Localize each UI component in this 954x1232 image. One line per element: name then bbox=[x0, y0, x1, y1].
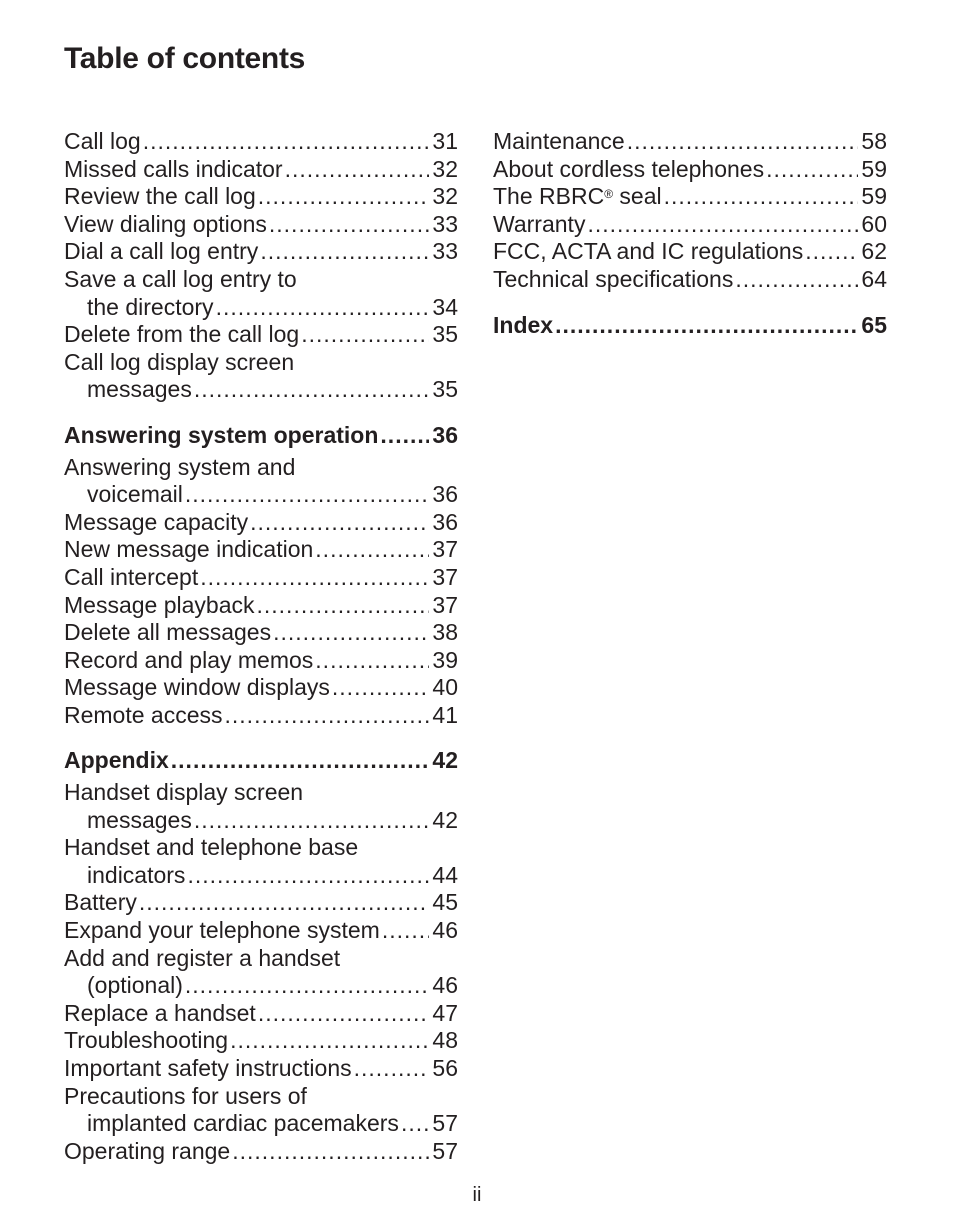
dot-leader bbox=[171, 747, 430, 775]
toc-section-answering-system-operation[interactable] bbox=[64, 422, 458, 450]
toc-entry-call-log[interactable] bbox=[64, 128, 458, 156]
toc-section-index[interactable] bbox=[493, 312, 887, 340]
dot-leader bbox=[187, 862, 429, 890]
toc-page-number: 32 bbox=[432, 155, 458, 182]
toc-page-number: 33 bbox=[432, 238, 458, 265]
toc-entry-title: Remote access bbox=[64, 701, 223, 728]
toc-entry-delete-from-the-call-log[interactable] bbox=[64, 321, 458, 349]
dot-leader bbox=[139, 889, 430, 917]
toc-page-number: 59 bbox=[861, 155, 887, 182]
toc-page-number: 58 bbox=[861, 128, 887, 154]
toc-page-number: 47 bbox=[432, 999, 458, 1026]
dot-leader bbox=[315, 647, 429, 675]
toc-page-number: 35 bbox=[432, 321, 458, 348]
toc-entry-view-dialing-options[interactable] bbox=[64, 211, 458, 239]
toc-entry-title: Handset display screen bbox=[64, 779, 304, 806]
toc-entry-title: Replace a handset bbox=[64, 999, 256, 1026]
toc-entry-expand-your-telephone-system[interactable] bbox=[64, 917, 458, 945]
toc-page-number: 57 bbox=[432, 1110, 458, 1137]
toc-section-appendix[interactable] bbox=[64, 747, 458, 775]
toc-page-number: 45 bbox=[432, 889, 458, 916]
toc-page-number: 37 bbox=[432, 563, 458, 590]
toc-entry-title: Delete from the call log bbox=[64, 321, 300, 348]
registered-mark: ® bbox=[604, 187, 614, 202]
toc-page-number: 39 bbox=[432, 646, 458, 673]
toc-page-number: 31 bbox=[432, 128, 458, 154]
toc-page-number: 36 bbox=[432, 481, 458, 508]
toc-page-number: 36 bbox=[432, 508, 458, 535]
toc-entry-call-intercept[interactable] bbox=[64, 564, 458, 592]
toc-entry-title: Call log bbox=[64, 128, 141, 154]
toc-entry-title: indicators bbox=[87, 861, 186, 888]
dot-leader bbox=[260, 238, 429, 266]
toc-entry-the-rbrc[interactable] bbox=[493, 183, 887, 211]
toc-entry-title: The RBRC® seal bbox=[493, 183, 662, 210]
dot-leader bbox=[185, 972, 430, 1000]
toc-page-number: 46 bbox=[432, 917, 458, 944]
toc-entry-warranty[interactable] bbox=[493, 211, 887, 239]
toc-entry-title: Warranty bbox=[493, 210, 586, 237]
toc-entry-title: Answering system operation bbox=[64, 421, 379, 448]
toc-entry-title: messages bbox=[87, 376, 192, 403]
dot-leader bbox=[269, 211, 430, 239]
dot-leader bbox=[285, 156, 430, 184]
toc-left-column bbox=[64, 128, 458, 1165]
dot-leader bbox=[185, 481, 430, 509]
dot-leader bbox=[258, 183, 430, 211]
toc-entry-remote-access[interactable] bbox=[64, 702, 458, 730]
dot-leader bbox=[230, 1027, 429, 1055]
toc-page-number: 40 bbox=[432, 674, 458, 701]
toc-entry-title: Operating range bbox=[64, 1137, 231, 1164]
dot-leader bbox=[332, 674, 430, 702]
toc-page-number: 48 bbox=[432, 1027, 458, 1054]
toc-entry-title: Missed calls indicator bbox=[64, 155, 283, 182]
toc-entry-technical-specifications[interactable] bbox=[493, 266, 887, 294]
toc-entry-title: Call intercept bbox=[64, 563, 199, 590]
toc-entry-title: Record and play memos bbox=[64, 646, 314, 673]
page-title: Table of contents bbox=[64, 42, 306, 75]
toc-page-number: 42 bbox=[432, 806, 458, 833]
toc-entry-review-the-call-log[interactable] bbox=[64, 183, 458, 211]
dot-leader bbox=[232, 1138, 429, 1166]
dot-leader bbox=[225, 702, 430, 730]
toc-entry-title: the directory bbox=[87, 293, 214, 320]
toc-entry-title: Maintenance bbox=[493, 128, 625, 154]
toc-page-number: 37 bbox=[432, 536, 458, 563]
dot-leader bbox=[555, 312, 858, 340]
toc-entry-replace-a-handset[interactable] bbox=[64, 1000, 458, 1028]
toc-page-number: 38 bbox=[432, 619, 458, 646]
toc-entry-title: Appendix bbox=[64, 747, 169, 774]
toc-entry-title: Answering system and bbox=[64, 453, 296, 480]
toc-page-number: 64 bbox=[861, 265, 887, 292]
toc-entry-message-capacity[interactable] bbox=[64, 509, 458, 537]
toc-entry-save-a-call-log-entry-to-the-directory[interactable] bbox=[64, 266, 458, 321]
dot-leader bbox=[257, 592, 430, 620]
toc-entry-title: Dial a call log entry bbox=[64, 238, 259, 265]
toc-page-number: 60 bbox=[861, 210, 887, 237]
toc-entry-troubleshooting[interactable] bbox=[64, 1027, 458, 1055]
toc-entry-new-message-indication[interactable] bbox=[64, 536, 458, 564]
dot-leader bbox=[315, 536, 429, 564]
toc-entry-title: Handset and telephone base bbox=[64, 834, 359, 861]
toc-entry-add-and-register-a-handset-optional[interactable] bbox=[64, 945, 458, 1000]
toc-entry-title: messages bbox=[87, 806, 192, 833]
toc-entry-title: Battery bbox=[64, 889, 137, 916]
toc-right-column bbox=[493, 128, 887, 343]
toc-page-number: 37 bbox=[432, 591, 458, 618]
toc-entry-record-and-play-memos[interactable] bbox=[64, 647, 458, 675]
toc-page-number: 44 bbox=[432, 861, 458, 888]
dot-leader bbox=[194, 376, 430, 404]
toc-page-number: 41 bbox=[432, 701, 458, 728]
toc-entry-handset-and-telephone-base-indicators[interactable] bbox=[64, 834, 458, 889]
toc-page-number: 34 bbox=[432, 293, 458, 320]
toc-page-number: 32 bbox=[432, 183, 458, 210]
toc-entry-precautions-for-users-of-implanted-cardiac-pacemakers[interactable] bbox=[64, 1083, 458, 1138]
toc-page-number: 59 bbox=[861, 183, 887, 210]
toc-entry-title: Add and register a handset bbox=[64, 944, 341, 971]
dot-leader bbox=[805, 238, 858, 266]
toc-entry-handset-display-screen-messages[interactable] bbox=[64, 779, 458, 834]
dot-leader bbox=[273, 619, 429, 647]
toc-entry-fcc-acta-and-ic-regulations[interactable] bbox=[493, 238, 887, 266]
toc-page-number: 42 bbox=[432, 747, 458, 774]
page-number: ii bbox=[472, 1184, 482, 1206]
dot-leader bbox=[380, 422, 429, 450]
dot-leader bbox=[250, 509, 429, 537]
toc-entry-title: voicemail bbox=[87, 481, 183, 508]
dot-leader bbox=[194, 807, 430, 835]
dot-leader bbox=[664, 183, 859, 211]
dot-leader bbox=[627, 128, 859, 156]
toc-entry-important-safety-instructions[interactable] bbox=[64, 1055, 458, 1083]
toc-entry-dial-a-call-log-entry[interactable] bbox=[64, 238, 458, 266]
toc-entry-title: (optional) bbox=[87, 972, 183, 999]
toc-entry-message-window-displays[interactable] bbox=[64, 674, 458, 702]
toc-entry-title: Call log display screen bbox=[64, 348, 295, 375]
dot-leader bbox=[766, 156, 858, 184]
toc-entry-title: implanted cardiac pacemakers bbox=[87, 1110, 399, 1137]
toc-entry-title: Message playback bbox=[64, 591, 255, 618]
toc-entry-title: About cordless telephones bbox=[493, 155, 765, 182]
toc-entry-title: Message window displays bbox=[64, 674, 330, 701]
dot-leader bbox=[301, 321, 429, 349]
toc-entry-call-log-display-screen-messages[interactable] bbox=[64, 349, 458, 404]
toc-entry-title: Index bbox=[493, 311, 554, 338]
dot-leader bbox=[401, 1110, 429, 1138]
toc-entry-title: Message capacity bbox=[64, 508, 249, 535]
toc-page-number: 46 bbox=[432, 972, 458, 999]
dot-leader bbox=[587, 211, 858, 239]
toc-entry-title: Save a call log entry to bbox=[64, 265, 297, 292]
toc-entry-title: FCC, ACTA and IC regulations bbox=[493, 238, 804, 265]
toc-entry-delete-all-messages[interactable] bbox=[64, 619, 458, 647]
dot-leader bbox=[735, 266, 858, 294]
toc-entry-answering-system-and-voicemail[interactable] bbox=[64, 454, 458, 509]
toc-entry-operating-range[interactable] bbox=[64, 1138, 458, 1166]
toc-page-number: 62 bbox=[861, 238, 887, 265]
dot-leader bbox=[143, 128, 430, 156]
toc-entry-title: Review the call log bbox=[64, 183, 256, 210]
dot-leader bbox=[258, 1000, 430, 1028]
toc-entry-title: New message indication bbox=[64, 536, 314, 563]
toc-entry-title: View dialing options bbox=[64, 210, 267, 237]
dot-leader bbox=[216, 294, 430, 322]
toc-page-number: 57 bbox=[432, 1137, 458, 1164]
dot-leader bbox=[200, 564, 429, 592]
toc-entry-about-cordless-telephones[interactable] bbox=[493, 156, 887, 184]
toc-entry-battery[interactable] bbox=[64, 889, 458, 917]
dot-leader bbox=[382, 917, 430, 945]
toc-page-number: 56 bbox=[432, 1055, 458, 1081]
toc-entry-title: Troubleshooting bbox=[64, 1027, 229, 1054]
toc-entry-title: Expand your telephone system bbox=[64, 917, 380, 944]
toc-entry-title: Important safety instructions bbox=[64, 1055, 352, 1081]
toc-entry-missed-calls-indicator[interactable] bbox=[64, 156, 458, 184]
toc-page-number: 35 bbox=[432, 376, 458, 403]
toc-entry-title: Precautions for users of bbox=[64, 1082, 307, 1109]
dot-leader bbox=[354, 1055, 430, 1083]
toc-entry-title: Technical specifications bbox=[493, 265, 734, 292]
toc-entry-title: Delete all messages bbox=[64, 619, 272, 646]
toc-entry-maintenance[interactable] bbox=[493, 128, 887, 156]
toc-entry-message-playback[interactable] bbox=[64, 592, 458, 620]
toc-page-number: 36 bbox=[432, 421, 458, 448]
toc-page-number: 65 bbox=[861, 311, 887, 338]
toc-page-number: 33 bbox=[432, 210, 458, 237]
